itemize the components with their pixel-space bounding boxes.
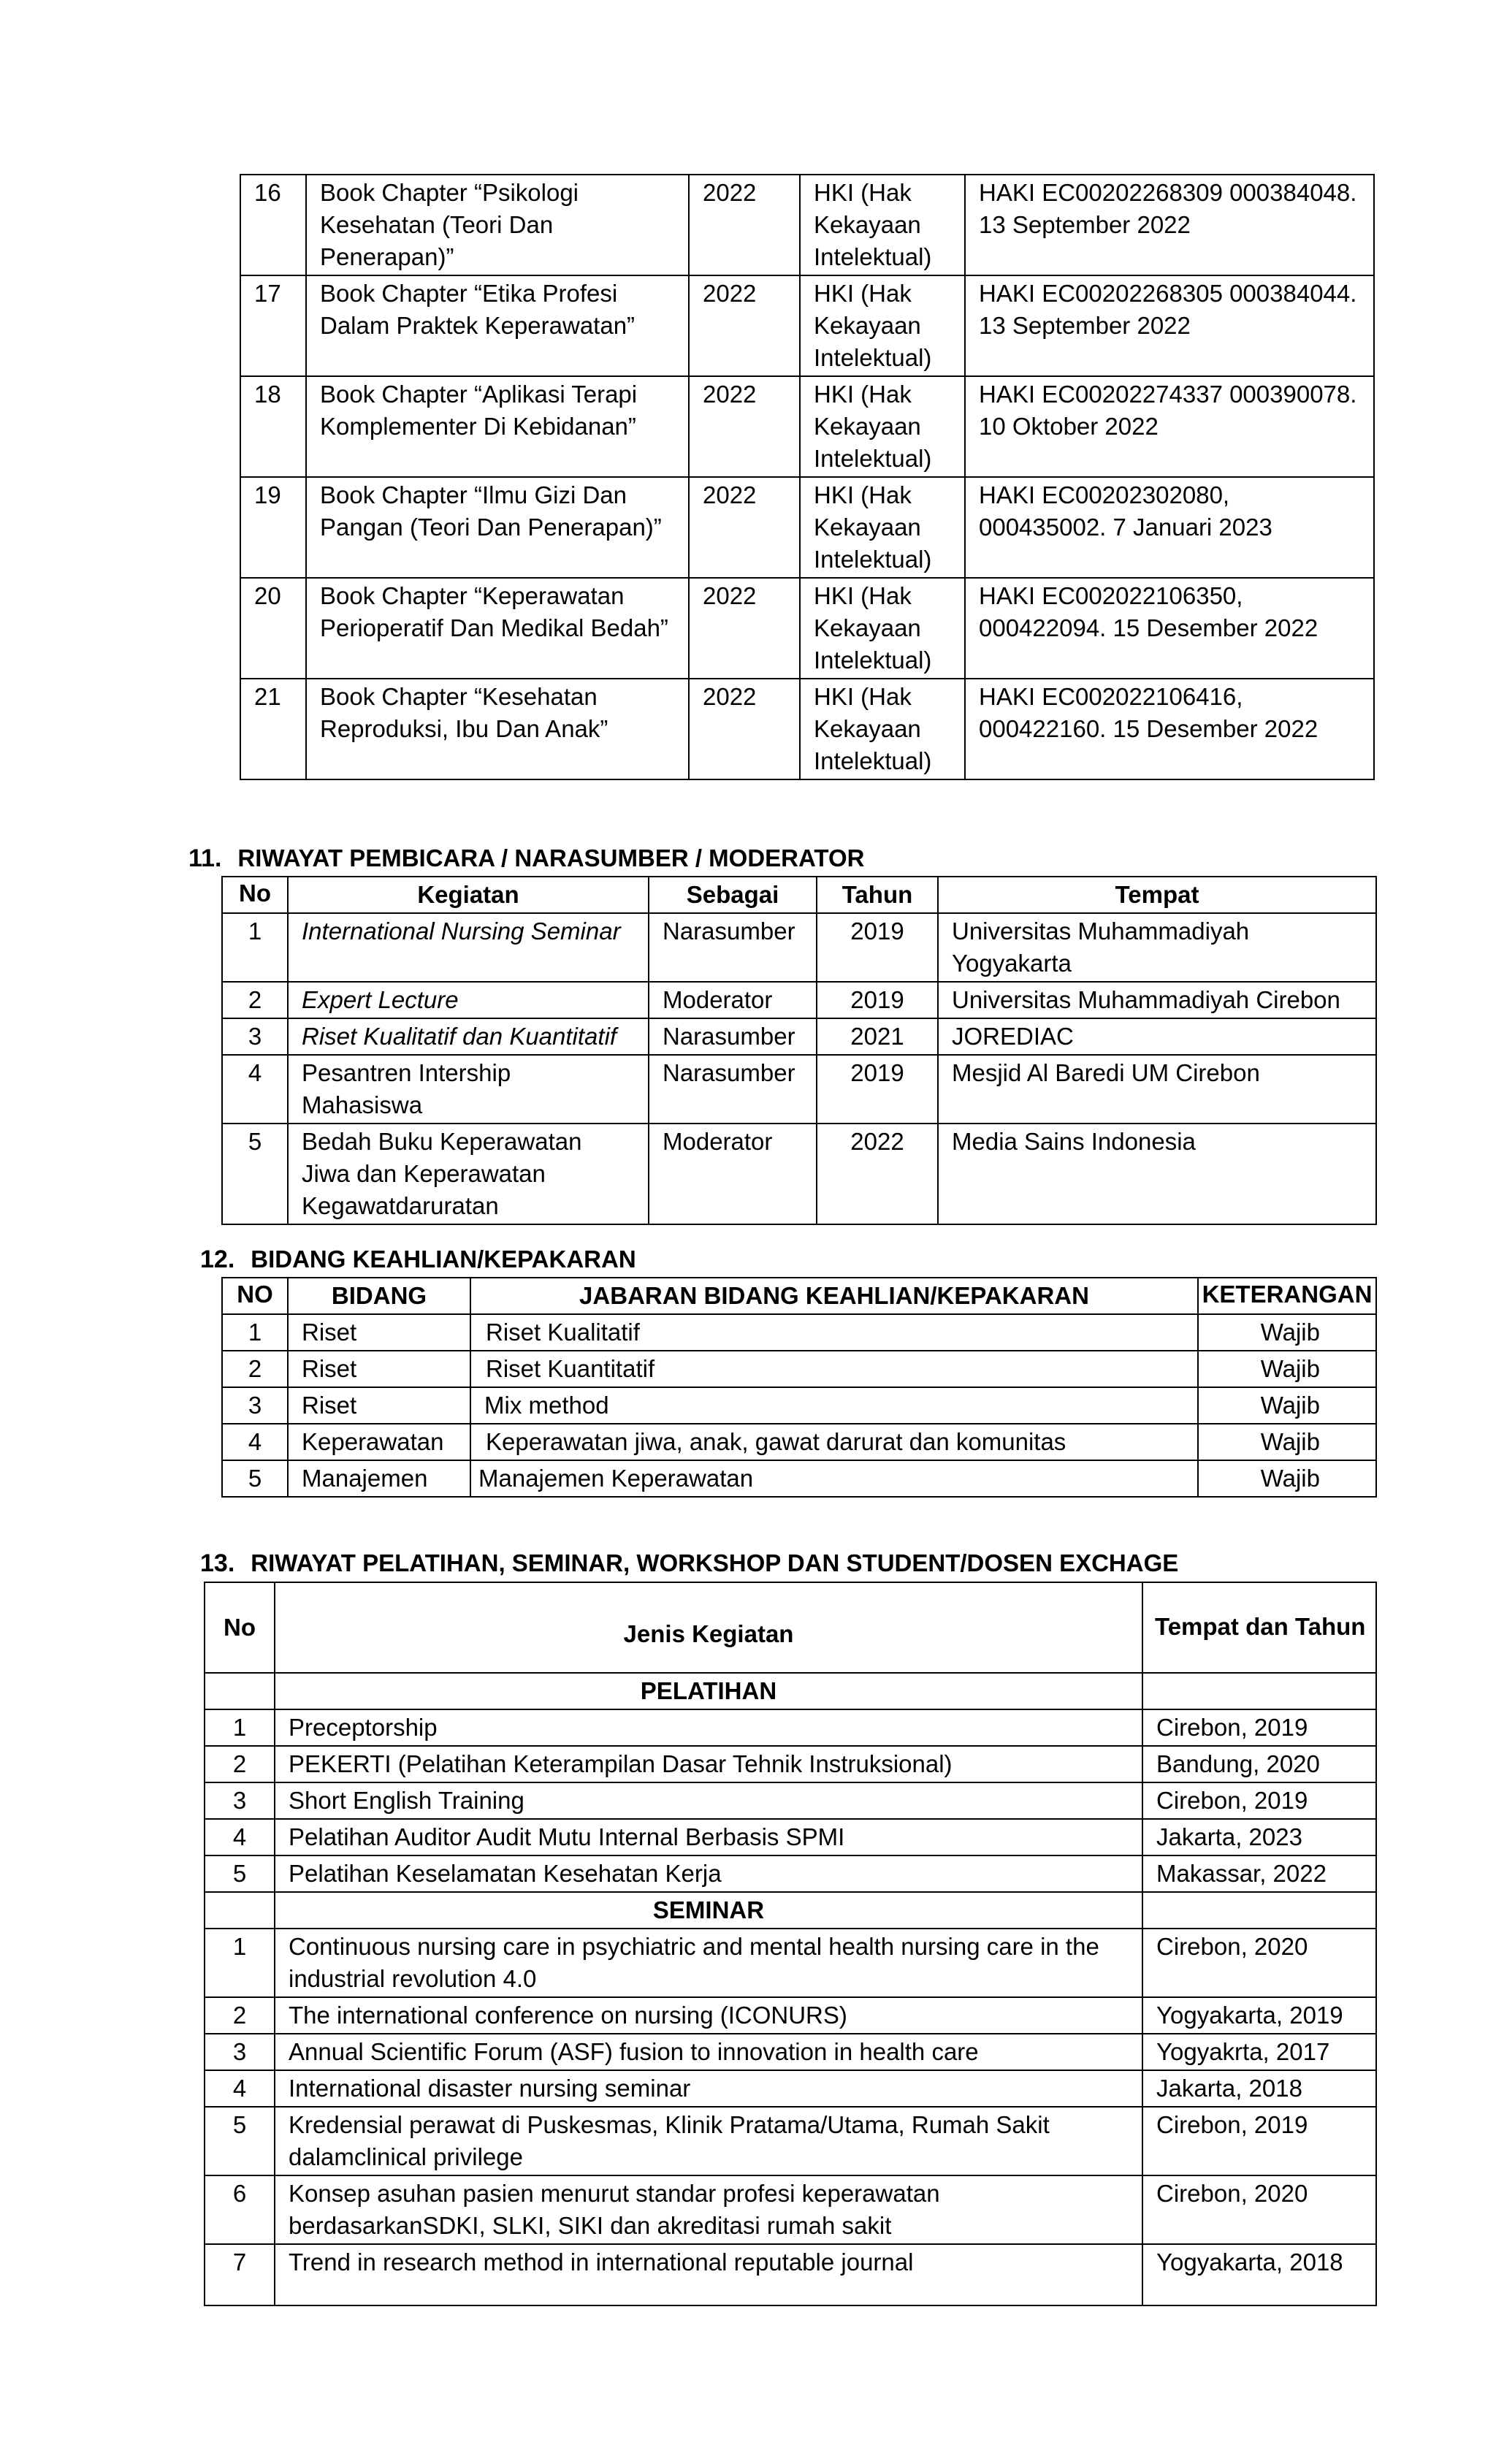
table-row — [222, 1351, 1376, 1387]
table-row — [222, 1124, 1376, 1224]
row-number: 1 — [205, 1709, 275, 1746]
place-year: Cirebon, 2019 — [1142, 1709, 1376, 1746]
publication-detail: HAKI EC00202274337 000390078. 10 Oktober 2022 — [965, 376, 1374, 477]
row-number: 20 — [240, 578, 306, 679]
section-12-heading — [200, 1245, 636, 1274]
publication-title: Book Chapter “Aplikasi Terapi Komplementer Di Kebidanan” — [306, 376, 689, 477]
field: Keperawatan — [288, 1424, 470, 1460]
note: Wajib — [1198, 1387, 1376, 1424]
place-year: Jakarta, 2023 — [1142, 1819, 1376, 1855]
column-header: No — [205, 1582, 275, 1673]
place: JOREDIAC — [938, 1018, 1376, 1055]
row-number: 3 — [222, 1387, 288, 1424]
place: Mesjid Al Baredi UM Cirebon — [938, 1055, 1376, 1124]
note: Wajib — [1198, 1460, 1376, 1497]
note: Wajib — [1198, 1314, 1376, 1351]
table-row — [222, 1387, 1376, 1424]
place-year: Cirebon, 2019 — [1142, 1782, 1376, 1819]
note: Wajib — [1198, 1351, 1376, 1387]
activity-name: Short English Training — [275, 1782, 1142, 1819]
table-row — [240, 376, 1374, 477]
table-row — [240, 578, 1374, 679]
activity-name: Pelatihan Keselamatan Kesehatan Kerja — [275, 1855, 1142, 1892]
section-number: 12. — [200, 1246, 235, 1273]
publication-detail: HAKI EC002022106350, 000422094. 15 Desember 2022 — [965, 578, 1374, 679]
place-year: Cirebon, 2020 — [1142, 2175, 1376, 2244]
role: Moderator — [649, 982, 817, 1018]
activity-name: Bedah Buku Keperawatan Jiwa dan Keperawatan Kegawatdaruratan — [288, 1124, 649, 1224]
row-number: 5 — [205, 2107, 275, 2175]
place: Universitas Muhammadiyah Cirebon — [938, 982, 1376, 1018]
row-number: 3 — [205, 1782, 275, 1819]
table-row — [205, 1782, 1376, 1819]
role: Moderator — [649, 1124, 817, 1224]
row-number: 1 — [222, 1314, 288, 1351]
training-table — [204, 1582, 1377, 2306]
publication-title: Book Chapter “Keperawatan Perioperatif Dan Medikal Bedah” — [306, 578, 689, 679]
field: Riset — [288, 1314, 470, 1351]
place: Media Sains Indonesia — [938, 1124, 1376, 1224]
row-number: 4 — [222, 1055, 288, 1124]
table-row — [205, 2175, 1376, 2244]
hki-table — [240, 174, 1375, 780]
row-number: 1 — [205, 1929, 275, 1997]
place-year: Cirebon, 2020 — [1142, 1929, 1376, 1997]
activity-name: The international conference on nursing (ICONURS) — [275, 1997, 1142, 2034]
table-header-row — [205, 1582, 1376, 1673]
place-year: Yogyakarta, 2019 — [1142, 1997, 1376, 2034]
table-row — [240, 275, 1374, 376]
row-number: 18 — [240, 376, 306, 477]
table-row — [222, 1314, 1376, 1351]
row-number: 2 — [205, 1746, 275, 1782]
row-number: 5 — [222, 1460, 288, 1497]
table-header-row — [222, 1278, 1376, 1314]
table-row — [222, 1460, 1376, 1497]
table-row — [222, 1018, 1376, 1055]
place-year: Makassar, 2022 — [1142, 1855, 1376, 1892]
row-number: 16 — [240, 175, 306, 275]
place-year: Yogyakrta, 2017 — [1142, 2034, 1376, 2070]
place-year: Yogyakarta, 2018 — [1142, 2244, 1376, 2305]
note: Wajib — [1198, 1424, 1376, 1460]
expertise-table — [221, 1277, 1377, 1498]
row-number: 4 — [205, 2070, 275, 2107]
table-row — [205, 1855, 1376, 1892]
place-year: Jakarta, 2018 — [1142, 2070, 1376, 2107]
column-header: Tahun — [817, 877, 938, 913]
place: Universitas Muhammadiyah Yogyakarta — [938, 913, 1376, 982]
column-header: Kegiatan — [288, 877, 649, 913]
publication-year: 2022 — [689, 477, 800, 578]
publication-type: HKI (Hak Kekayaan Intelektual) — [800, 578, 965, 679]
column-header: No — [222, 877, 288, 913]
table-row — [222, 1424, 1376, 1460]
role: Narasumber — [649, 913, 817, 982]
publication-title: Book Chapter “Ilmu Gizi Dan Pangan (Teori Dan Penerapan)” — [306, 477, 689, 578]
field: Riset — [288, 1351, 470, 1387]
publication-detail: HAKI EC002022106416, 000422160. 15 Desember 2022 — [965, 679, 1374, 779]
row-number: 17 — [240, 275, 306, 376]
activity-name: Pesantren Intership Mahasiswa — [288, 1055, 649, 1124]
section-11-heading — [188, 844, 864, 873]
row-number: 4 — [222, 1424, 288, 1460]
column-header: KETERANGAN — [1198, 1278, 1376, 1314]
field: Riset — [288, 1387, 470, 1424]
row-number: 19 — [240, 477, 306, 578]
column-header: Sebagai — [649, 877, 817, 913]
table-row — [205, 1929, 1376, 1997]
table-row — [222, 982, 1376, 1018]
column-header: JABARAN BIDANG KEAHLIAN/KEPAKARAN — [470, 1278, 1198, 1314]
section-title: RIWAYAT PEMBICARA / NARASUMBER / MODERATOR — [237, 844, 865, 871]
activity-name: Expert Lecture — [288, 982, 649, 1018]
row-number: 2 — [205, 1997, 275, 2034]
publication-year: 2022 — [689, 175, 800, 275]
publication-type: HKI (Hak Kekayaan Intelektual) — [800, 376, 965, 477]
row-number: 5 — [222, 1124, 288, 1224]
table-row — [205, 2034, 1376, 2070]
publication-detail: HAKI EC00202302080, 000435002. 7 Januari 2023 — [965, 477, 1374, 578]
table-row — [205, 1997, 1376, 2034]
publication-type: HKI (Hak Kekayaan Intelektual) — [800, 275, 965, 376]
publication-type: HKI (Hak Kekayaan Intelektual) — [800, 175, 965, 275]
activity-name: PEKERTI (Pelatihan Keterampilan Dasar Tehnik Instruksional) — [275, 1746, 1142, 1782]
table-header-row — [222, 877, 1376, 913]
section-13-heading — [200, 1549, 1178, 1578]
role: Narasumber — [649, 1018, 817, 1055]
table-row — [205, 1819, 1376, 1855]
table-row — [205, 1709, 1376, 1746]
field-description: Keperawatan jiwa, anak, gawat darurat dan komunitas — [470, 1424, 1198, 1460]
publication-year: 2022 — [689, 275, 800, 376]
row-number: 2 — [222, 982, 288, 1018]
place-year: Bandung, 2020 — [1142, 1746, 1376, 1782]
activity-name: Konsep asuhan pasien menurut standar profesi keperawatan berdasarkanSDKI, SLKI, SIKI dan akreditasi rumah sakit — [275, 2175, 1142, 2244]
section-title: RIWAYAT PELATIHAN, SEMINAR, WORKSHOP DAN STUDENT/DOSEN EXCHAGE — [251, 1549, 1179, 1576]
section-title: BIDANG KEAHLIAN/KEPAKARAN — [251, 1246, 636, 1273]
year: 2019 — [817, 1055, 938, 1124]
publication-title: Book Chapter “Etika Profesi Dalam Praktek Keperawatan” — [306, 275, 689, 376]
row-number: 7 — [205, 2244, 275, 2305]
row-number: 2 — [222, 1351, 288, 1387]
field-description: Mix method — [470, 1387, 1198, 1424]
section-number: 13. — [200, 1549, 235, 1577]
table-row — [222, 1055, 1376, 1124]
field-description: Riset Kuantitatif — [470, 1351, 1198, 1387]
section-number: 11. — [188, 844, 222, 872]
category-row — [205, 1673, 1376, 1709]
year: 2022 — [817, 1124, 938, 1224]
table-row — [205, 2070, 1376, 2107]
row-number: 6 — [205, 2175, 275, 2244]
activity-name: Preceptorship — [275, 1709, 1142, 1746]
publication-year: 2022 — [689, 679, 800, 779]
activity-name: Riset Kualitatif dan Kuantitatif — [288, 1018, 649, 1055]
category-row — [205, 1892, 1376, 1929]
column-header: Tempat — [938, 877, 1376, 913]
activity-name: International disaster nursing seminar — [275, 2070, 1142, 2107]
category-label-pelatihan: PELATIHAN — [275, 1673, 1142, 1709]
activity-name: International Nursing Seminar — [288, 913, 649, 982]
activity-name: Annual Scientific Forum (ASF) fusion to innovation in health care — [275, 2034, 1142, 2070]
year: 2021 — [817, 1018, 938, 1055]
field: Manajemen — [288, 1460, 470, 1497]
category-label-seminar: SEMINAR — [275, 1892, 1142, 1929]
table-row — [240, 679, 1374, 779]
row-number: 4 — [205, 1819, 275, 1855]
publication-type: HKI (Hak Kekayaan Intelektual) — [800, 477, 965, 578]
row-number: 5 — [205, 1855, 275, 1892]
field-description: Riset Kualitatif — [470, 1314, 1198, 1351]
column-header: NO — [222, 1278, 288, 1314]
row-number: 1 — [222, 913, 288, 982]
activity-name: Kredensial perawat di Puskesmas, Klinik Pratama/Utama, Rumah Sakit dalamclinical privilege — [275, 2107, 1142, 2175]
column-header: BIDANG — [288, 1278, 470, 1314]
speaker-table — [221, 876, 1377, 1225]
row-number: 3 — [222, 1018, 288, 1055]
year: 2019 — [817, 913, 938, 982]
table-row — [240, 175, 1374, 275]
publication-detail: HAKI EC00202268305 000384044. 13 September 2022 — [965, 275, 1374, 376]
row-number: 3 — [205, 2034, 275, 2070]
column-header: Jenis Kegiatan — [275, 1582, 1142, 1673]
place-year: Cirebon, 2019 — [1142, 2107, 1376, 2175]
role: Narasumber — [649, 1055, 817, 1124]
table-row — [240, 477, 1374, 578]
publication-type: HKI (Hak Kekayaan Intelektual) — [800, 679, 965, 779]
publication-detail: HAKI EC00202268309 000384048. 13 September 2022 — [965, 175, 1374, 275]
activity-name: Pelatihan Auditor Audit Mutu Internal Berbasis SPMI — [275, 1819, 1142, 1855]
column-header: Tempat dan Tahun — [1142, 1582, 1376, 1673]
table-row — [205, 2107, 1376, 2175]
activity-name: Continuous nursing care in psychiatric and mental health nursing care in the industrial revolution 4.0 — [275, 1929, 1142, 1997]
table-row — [222, 913, 1376, 982]
hki-table-body — [240, 175, 1374, 779]
publication-title: Book Chapter “Psikologi Kesehatan (Teori Dan Penerapan)” — [306, 175, 689, 275]
activity-name: Trend in research method in international reputable journal — [275, 2244, 1142, 2305]
year: 2019 — [817, 982, 938, 1018]
publication-year: 2022 — [689, 376, 800, 477]
table-row — [205, 2244, 1376, 2305]
publication-title: Book Chapter “Kesehatan Reproduksi, Ibu Dan Anak” — [306, 679, 689, 779]
table-row — [205, 1746, 1376, 1782]
row-number: 21 — [240, 679, 306, 779]
publication-year: 2022 — [689, 578, 800, 679]
field-description: Manajemen Keperawatan — [470, 1460, 1198, 1497]
